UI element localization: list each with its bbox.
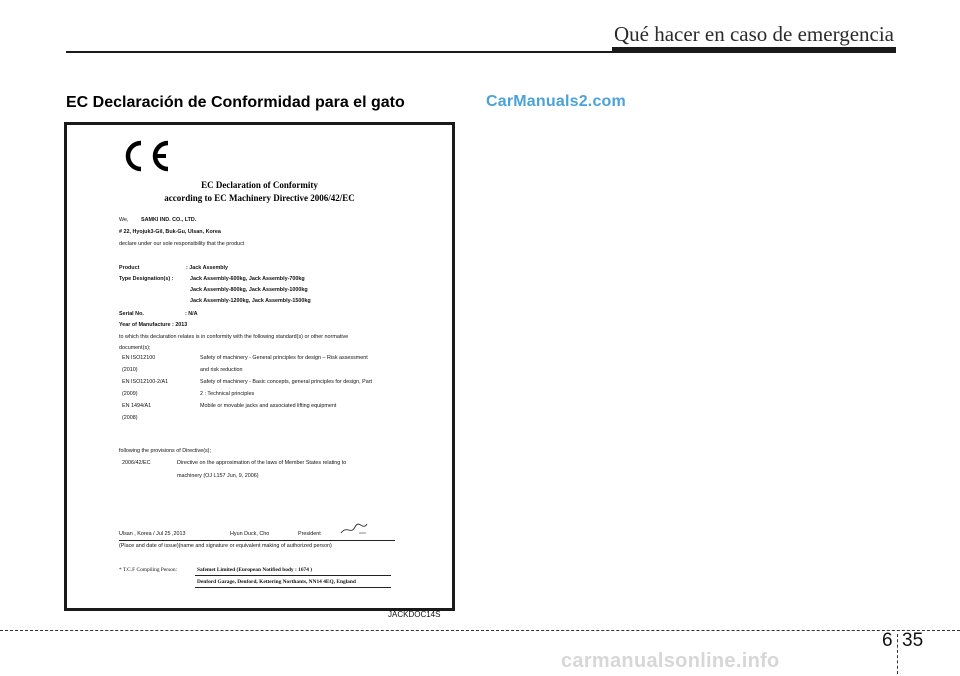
- header-rule-accent: [612, 47, 896, 53]
- page-number: 35: [902, 630, 924, 651]
- page-header-title: Qué hacer en caso de emergencia: [613, 22, 894, 46]
- signature-icon: [339, 521, 369, 537]
- standard-desc: Safety of machinery - General principles for design – Risk assessment: [200, 355, 368, 361]
- figure-caption: JACKDOC14S: [388, 610, 441, 619]
- chapter-number: 6: [882, 630, 893, 651]
- product-label: Product: [119, 265, 140, 271]
- type-line: Jack Assembly-600kg, Jack Assembly-700kg: [190, 276, 305, 282]
- header-rule: [66, 51, 614, 53]
- company-address: # 22, Hyojuk3-Gil, Buk-Gu, Ulsan, Korea: [119, 229, 221, 235]
- serial-label: Serial No.: [119, 311, 144, 317]
- standard-code: (2009): [122, 391, 138, 397]
- ce-mark-icon: [119, 139, 173, 173]
- signature-line: [119, 540, 395, 541]
- serial-value: : N/A: [185, 311, 198, 317]
- declaration-title: EC Declaration of Conformity: [201, 180, 318, 190]
- tcf-address: Denford Garage, Denford, Kettering Northants, NN14 4EQ, England: [197, 579, 356, 585]
- standard-desc: and risk reduction: [200, 367, 243, 373]
- conformity-text: document(s);: [119, 345, 151, 351]
- section-heading: EC Declaración de Conformidad para el gato: [66, 94, 405, 111]
- standard-desc: Mobile or movable jacks and associated lifting equipment: [200, 403, 337, 409]
- declare-text: declare under our sole responsibility that the product: [119, 241, 245, 247]
- product-value: : Jack Assembly: [186, 265, 229, 271]
- sign-caption: (Place and date of issue)(name and signature or equivalent making of authorized person): [119, 543, 332, 549]
- page-number-separator: [897, 634, 899, 674]
- tcf-underline: [195, 587, 391, 588]
- company-name: SAMKI IND. CO., LTD.: [141, 217, 197, 223]
- provisions-label: following the provisions of Directive(s);: [119, 448, 211, 454]
- signer-title: President: [298, 531, 321, 537]
- watermark-footer: carmanualsonline.info: [561, 650, 780, 672]
- watermark-link[interactable]: CarManuals2.com: [486, 93, 626, 110]
- standard-code: (2010): [122, 367, 138, 373]
- tcf-body: Safemet Limited (European Notified body : 1674 ): [197, 567, 313, 573]
- year-of-manufacture: Year of Manufacture : 2013: [119, 322, 188, 328]
- type-label: Type Designation(s) :: [119, 276, 174, 282]
- footer-rule: [0, 630, 960, 631]
- place-date: Ulsan , Korea / Jul 25 ,2013: [119, 531, 186, 537]
- standard-code: EN ISO12100-2/A1: [122, 379, 169, 385]
- declaration-subtitle: according to EC Machinery Directive 2006/42/EC: [164, 193, 355, 203]
- tcf-underline: [195, 575, 391, 576]
- standard-code: (2008): [122, 415, 138, 421]
- directive-text: machinery (OJ L157 Jun, 9, 2006): [177, 473, 259, 479]
- conformity-text: to which this declaration relates is in conformity with the following standard(s) or other normative: [119, 334, 349, 340]
- tcf-label: * T.C.F Compiling Person:: [119, 567, 178, 573]
- declaration-document: [64, 122, 455, 611]
- type-line: Jack Assembly-1200kg, Jack Assembly-1500kg: [190, 298, 311, 304]
- directive-code: 2006/42/EC: [122, 460, 151, 466]
- standard-code: EN 1494/A1: [122, 403, 152, 409]
- signer-name: Hyun Duck, Cho: [230, 531, 270, 537]
- standard-desc: Safety of machinery - Basic concepts, general principles for design, Part: [200, 379, 372, 385]
- directive-text: Directive on the approximation of the laws of Member States relating to: [177, 460, 347, 466]
- type-line: Jack Assembly-800kg, Jack Assembly-1000kg: [190, 287, 308, 293]
- we-label: We,: [119, 217, 129, 223]
- standard-code: EN ISO12100: [122, 355, 156, 361]
- standard-desc: 2 : Technical principles: [200, 391, 255, 397]
